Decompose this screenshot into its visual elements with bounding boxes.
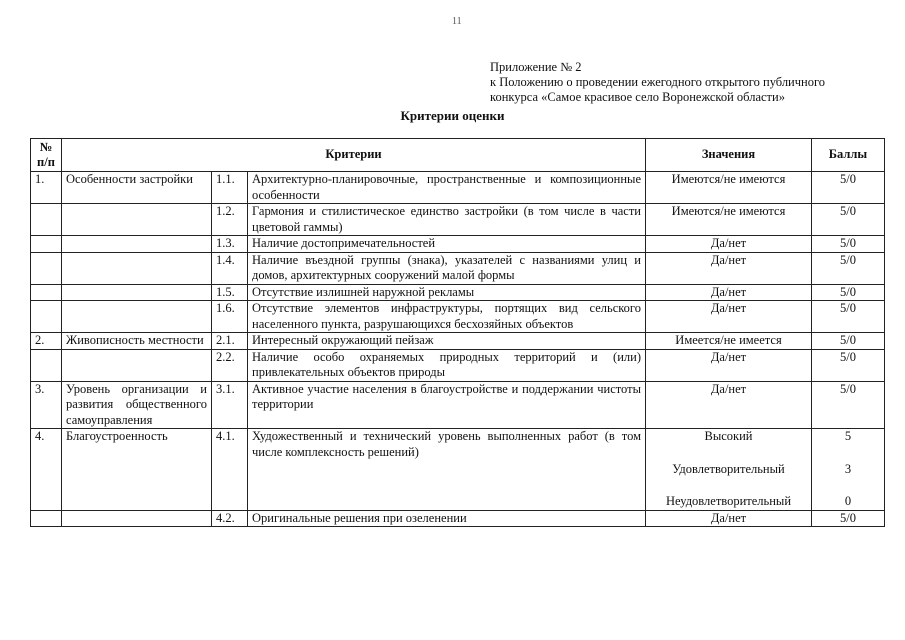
criterion-text: Архитектурно-планировочные, пространственные и композиционные особенности: [248, 172, 646, 204]
appendix-line-3: конкурса «Самое красивое село Воронежской области»: [490, 90, 785, 104]
criterion-num: 2.1.: [212, 333, 248, 350]
section-name: Благоустроенность: [62, 429, 212, 511]
appendix-line-2: к Положению о проведении ежегодного открытого публичного: [490, 75, 826, 89]
criterion-num: 1.4.: [212, 252, 248, 284]
criterion-text: Оригинальные решения при озеленении: [248, 510, 646, 527]
criterion-value: Да/нет: [646, 510, 812, 527]
criterion-num: 1.5.: [212, 284, 248, 301]
criterion-points: 5/0: [812, 301, 885, 333]
criterion-num: 2.2.: [212, 349, 248, 381]
criterion-text: Активное участие населения в благоустройстве и поддержании чистоты территории: [248, 381, 646, 429]
criterion-points: 5/0: [812, 252, 885, 284]
section-num: 3.: [31, 381, 62, 429]
criterion-text: Наличие особо охраняемых природных территорий и (или) привлекательных объектов природы: [248, 349, 646, 381]
appendix-line-1: Приложение № 2: [490, 60, 582, 74]
section-num: 2.: [31, 333, 62, 350]
table-row: [31, 236, 885, 253]
criterion-points: 5/0: [812, 349, 885, 381]
criterion-value: Да/нет: [646, 284, 812, 301]
table-row: [31, 429, 885, 511]
empty-cell: [62, 301, 212, 333]
document-title: Критерии оценки: [400, 108, 505, 123]
value-high: Высокий: [704, 429, 753, 443]
criterion-num: 1.1.: [212, 172, 248, 204]
table-row: [31, 284, 885, 301]
section-name: Живописность местности: [62, 333, 212, 350]
empty-cell: [31, 236, 62, 253]
criterion-points: 5/0: [812, 236, 885, 253]
criterion-text: Отсутствие излишней наружной рекламы: [248, 284, 646, 301]
criterion-value: Имеются/не имеются: [646, 172, 812, 204]
empty-cell: [62, 284, 212, 301]
criterion-points: 5/0: [812, 172, 885, 204]
table-row: [31, 252, 885, 284]
empty-cell: [31, 510, 62, 527]
empty-cell: [62, 236, 212, 253]
criterion-num: 1.6.: [212, 301, 248, 333]
value-unsatisfactory: Неудовлетворительный: [665, 494, 792, 508]
criterion-text: Наличие достопримечательностей: [248, 236, 646, 253]
criterion-value: Да/нет: [646, 349, 812, 381]
criterion-text: Отсутствие элементов инфраструктуры, портящих вид сельского населенного пункта, разрушающихся бесхозяйных объектов: [248, 301, 646, 333]
criterion-text: Художественный и технический уровень выполненных работ (в том числе комплексность решений): [248, 429, 646, 511]
criterion-num: 4.1.: [212, 429, 248, 511]
section-name: Уровень организации и развития общественного самоуправления: [62, 381, 212, 429]
empty-cell: [62, 252, 212, 284]
criterion-value: Да/нет: [646, 381, 812, 429]
header-criteria: Критерии: [62, 139, 646, 172]
criterion-value: Да/нет: [646, 252, 812, 284]
section-name: Особенности застройки: [62, 172, 212, 204]
empty-cell: [31, 204, 62, 236]
criterion-value: Имеется/не имеется: [646, 333, 812, 350]
criterion-points: 5/0: [812, 204, 885, 236]
criterion-text: Гармония и стилистическое единство застройки (в том числе в части цветовой гаммы): [248, 204, 646, 236]
criterion-num: 1.3.: [212, 236, 248, 253]
criterion-num: 3.1.: [212, 381, 248, 429]
empty-cell: [31, 301, 62, 333]
table-row: [31, 333, 885, 350]
criterion-values-list: [646, 429, 812, 511]
points-unsatisfactory: 0: [844, 494, 852, 508]
empty-cell: [31, 349, 62, 381]
criterion-points: 5/0: [812, 333, 885, 350]
section-num: 1.: [31, 172, 62, 204]
table-row: [31, 381, 885, 429]
appendix-note: [490, 60, 825, 105]
empty-cell: [31, 284, 62, 301]
criterion-points-list: [812, 429, 885, 511]
criterion-value: Имеются/не имеются: [646, 204, 812, 236]
empty-cell: [62, 204, 212, 236]
header-num: № п/п: [31, 139, 62, 172]
header-values: Значения: [646, 139, 812, 172]
criterion-points: 5/0: [812, 284, 885, 301]
criterion-num: 1.2.: [212, 204, 248, 236]
criteria-table: [30, 138, 885, 527]
table-row: [31, 510, 885, 527]
table-row: [31, 204, 885, 236]
section-num: 4.: [31, 429, 62, 511]
table-row: [31, 301, 885, 333]
empty-cell: [62, 349, 212, 381]
table-row: [31, 349, 885, 381]
value-satisfactory: Удовлетворительный: [672, 461, 785, 476]
table-row: [31, 172, 885, 204]
criterion-num: 4.2.: [212, 510, 248, 527]
criterion-text: Интересный окружающий пейзаж: [248, 333, 646, 350]
empty-cell: [31, 252, 62, 284]
criterion-points: 5/0: [812, 381, 885, 429]
criterion-value: Да/нет: [646, 236, 812, 253]
criterion-points: 5/0: [812, 510, 885, 527]
header-points: Баллы: [812, 139, 885, 172]
empty-cell: [62, 510, 212, 527]
table-header-row: [31, 139, 885, 172]
page-number: 11: [452, 16, 462, 27]
criterion-value: Да/нет: [646, 301, 812, 333]
points-satisfactory: 3: [844, 461, 852, 476]
points-high: 5: [844, 429, 852, 443]
criterion-text: Наличие въездной группы (знака), указателей с названиями улиц и домов, архитектурных сооружений малой формы: [248, 252, 646, 284]
